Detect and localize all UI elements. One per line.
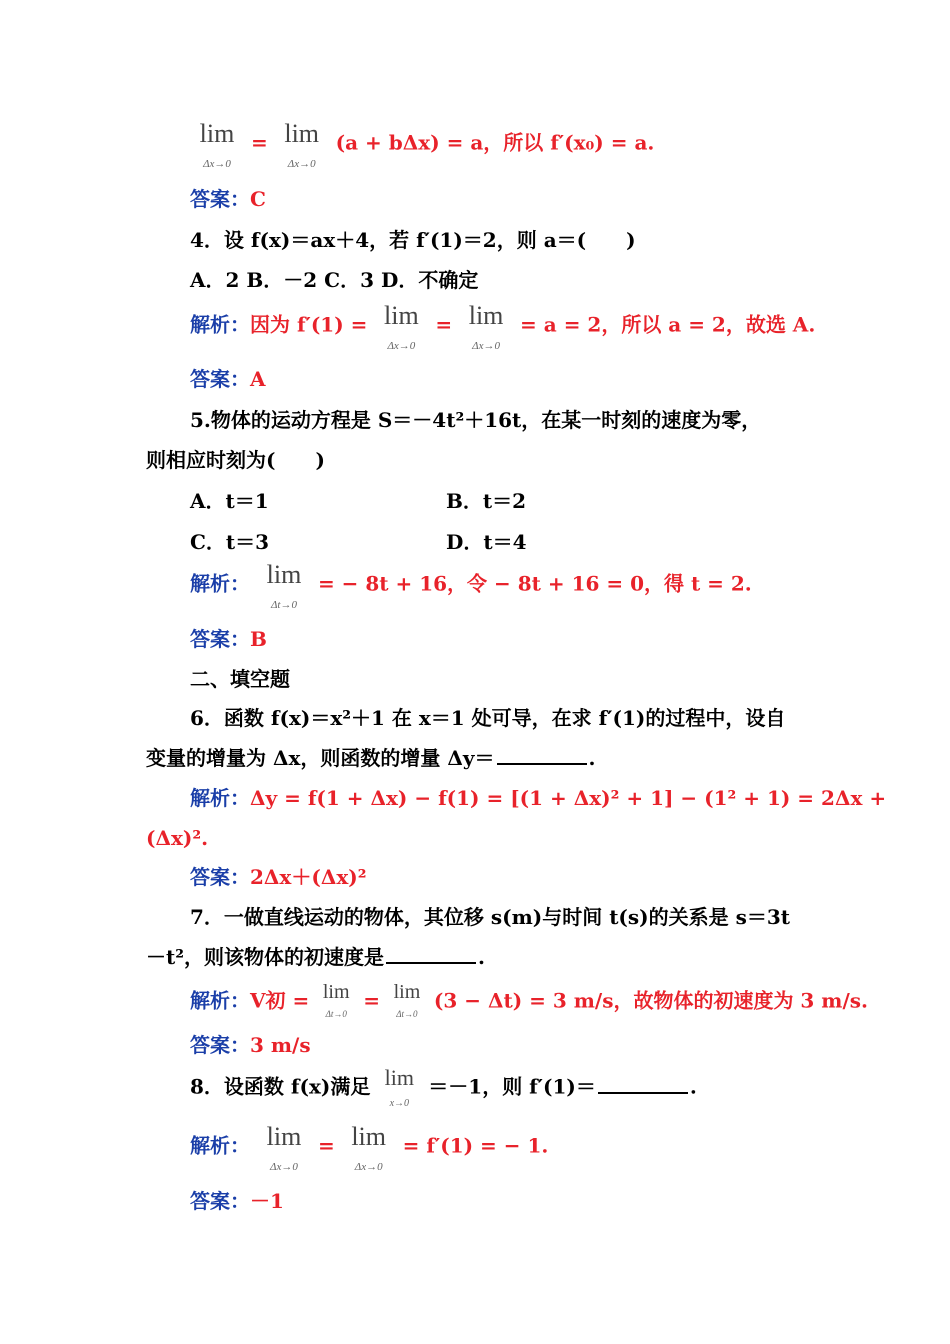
solution-5: 解析： lim Δt→0 = − 8t + 16，令 − 8t + 16 = 0，得 t = 2.: [190, 560, 752, 611]
question-7-line1: 7．一做直线运动的物体，其位移 s(m)与时间 t(s)的关系是 s＝3t: [190, 905, 790, 929]
question-6-line1: 6．函数 f(x)＝x²＋1 在 x＝1 处可导，在求 f′(1)的过程中，设自: [190, 706, 786, 730]
answer-blank: [598, 1092, 688, 1094]
answer-7: 答案：3 m/s: [190, 1033, 311, 1057]
solution-4: 解析：因为 f′(1) = lim Δx→0 = lim Δx→0 = a = 2，所以 a = 2，故选 A.: [190, 301, 816, 352]
section-heading: 二、填空题: [190, 667, 290, 691]
answer-8: 答案：－1: [190, 1189, 284, 1213]
question-8: 8．设函数 f(x)满足 lim x→0 ＝－1，则 f′(1)＝ .: [190, 1065, 697, 1109]
answer-5: 答案：B: [190, 627, 267, 651]
answer-6: 答案：2Δx＋(Δx)²: [190, 865, 367, 889]
answer-blank: [497, 763, 587, 765]
limit-symbol: lim Δx→0: [468, 301, 504, 352]
q5-option-d: D．t＝4: [446, 530, 527, 554]
answer-4: 答案：A: [190, 367, 266, 391]
question-4-options: A．2 B．－2 C．3 D．不确定: [190, 268, 479, 292]
question-7-line2: －t²，则该物体的初速度是 .: [146, 945, 485, 969]
limit-symbol: lim Δx→0: [351, 1122, 386, 1173]
question-5-line2: 则相应时刻为( ): [146, 448, 325, 472]
solution-line-3-tail: lim Δx→0 = lim Δx→0 (a + bΔx) = a，所以 f′(x₀) = a.: [190, 122, 654, 166]
question-5-line1: 5.物体的运动方程是 S＝－4t²＋16t，在某一时刻的速度为零，: [190, 408, 762, 432]
answer-blank: [386, 962, 476, 964]
limit-symbol: lim Δx→0: [384, 301, 419, 352]
answer-3: 答案：C: [190, 187, 266, 211]
solution-6-cont: (Δx)².: [146, 826, 209, 850]
limit-symbol: lim Δx→0: [266, 1122, 302, 1173]
q5-option-a: A．t＝1: [190, 489, 269, 513]
limit-symbol: lim Δt→0: [266, 560, 302, 611]
q5-option-c: C．t＝3: [190, 530, 270, 554]
limit-symbol: lim Δt→0: [393, 981, 421, 1019]
limit-symbol: lim Δx→0: [199, 119, 235, 170]
solution-8: 解析： lim Δx→0 = lim Δx→0 = f′(1) = − 1.: [190, 1122, 549, 1173]
question-4: 4．设 f(x)＝ax＋4，若 f′(1)＝2，则 a＝( ): [190, 228, 636, 252]
solution-7: 解析：V初 = lim Δt→0 = lim Δt→0 (3 − Δt) = 3 m/s，故物体的初速度为 3 m/s.: [190, 980, 868, 1024]
limit-symbol: lim Δx→0: [284, 119, 320, 170]
question-6-line2: 变量的增量为 Δx，则函数的增量 Δy＝ .: [146, 746, 596, 770]
limit-symbol: lim Δt→0: [322, 981, 350, 1019]
limit-symbol: lim x→0: [384, 1065, 414, 1109]
solution-6: 解析：Δy = f(1 + Δx) − f(1) = [(1 + Δx)² + 1] − (1² + 1) = 2Δx +: [190, 786, 887, 810]
q5-option-b: B．t＝2: [446, 489, 527, 513]
